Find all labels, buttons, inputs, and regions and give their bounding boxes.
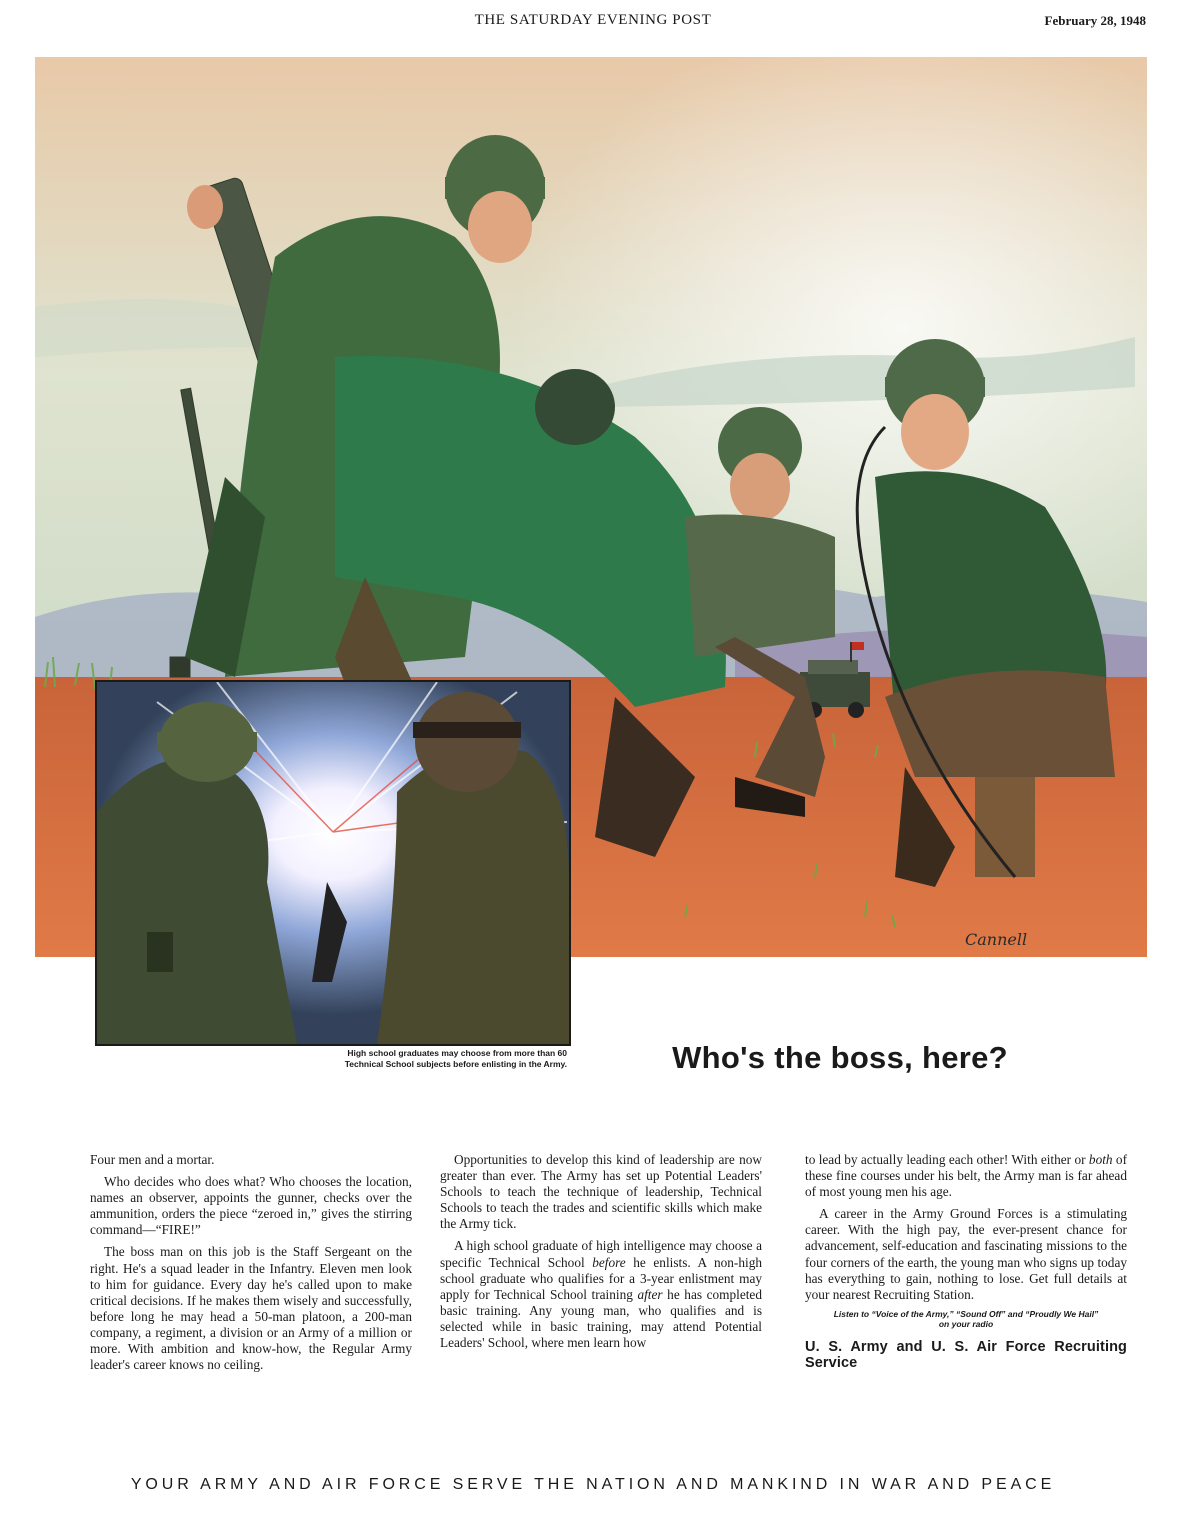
text-run: he has completed basic training. Any young man, who qualifies and is selected while in basic training, may attend Potential Leaders' School, where men learn how [440, 1286, 762, 1351]
text-run: he enlists. A non-high school graduate who qualifies for a 3-year enlistment may apply for Technical School training [440, 1254, 762, 1302]
headline: Who's the boss, here? [672, 1040, 1008, 1075]
emphasis: before [592, 1254, 626, 1270]
body-column-3 [805, 1152, 1127, 1371]
inset-illustration [95, 680, 571, 1046]
issue-date: February 28, 1948 [1044, 13, 1146, 28]
radio-listen-note [805, 1309, 1127, 1329]
paragraph: The boss man on this job is the Staff Sergeant on the right. He's a squad leader in the Infantry. Eleven men look to him for guidance. Every day he's called upon to make critical decisions. If he makes them wisely and successfully, before long he may head a 50-man platoon, a 200-man company, a regiment, a division or an Army of a million or more. With ambition and know-how, the Regular Army leader's career knows no ceiling. [90, 1244, 412, 1373]
emphasis: after [637, 1286, 663, 1302]
paragraph: Who decides who does what? Who chooses the location, names an observer, appoints the gunner, checks over the ammunition, orders the piece “zeroed in,” gives the stirring command—“FIRE!” [90, 1174, 412, 1238]
radio-listen-line-1: Listen to “Voice of the Army,” “Sound Off” and “Proudly We Hail” [833, 1308, 1099, 1319]
inset-caption-line-1: High school graduates may choose from more than 60 [347, 1048, 567, 1058]
paragraph [440, 1238, 762, 1351]
publication-title: THE SATURDAY EVENING POST [474, 12, 712, 28]
artist-signature: Cannell [965, 930, 1028, 949]
recruiting-signoff: U. S. Army and U. S. Air Force Recruiting Service [805, 1338, 1127, 1371]
inset-caption [285, 1048, 567, 1070]
radio-listen-line-2: on your radio [938, 1318, 994, 1329]
text-run: of these fine courses under his belt, the Army man is far ahead of most young men his age. [805, 1152, 1128, 1200]
inset-caption-line-2: Technical School subjects before enlisting in the Army. [344, 1059, 567, 1069]
paragraph [805, 1152, 1127, 1200]
paragraph: Four men and a mortar. [90, 1152, 215, 1167]
text-run: to lead by actually leading each other! With either or [805, 1152, 1089, 1167]
emphasis: both [1088, 1152, 1113, 1167]
footer-slogan: YOUR ARMY AND AIR FORCE SERVE THE NATION AND MANKIND IN WAR AND PEACE [130, 1476, 1056, 1493]
paragraph: Opportunities to develop this kind of leadership are now greater than ever. The Army has set up Potential Leaders' Schools to teach the technique of leadership, Technical Schools to teach the trades and scientific skills which make the Army tick. [440, 1152, 762, 1232]
paragraph: A career in the Army Ground Forces is a stimulating career. With the high pay, the ever-present chance for advancement, self-education and fascinating missions to the four corners of the earth, the young man who signs up today has everything to gain, nothing to lose. Get full details at your nearest Recruiting Station. [805, 1206, 1127, 1302]
body-column-1 [90, 1152, 412, 1379]
text-run: A high school graduate of high intelligence may choose a specific Technical School [440, 1238, 762, 1270]
body-column-2 [440, 1152, 762, 1357]
